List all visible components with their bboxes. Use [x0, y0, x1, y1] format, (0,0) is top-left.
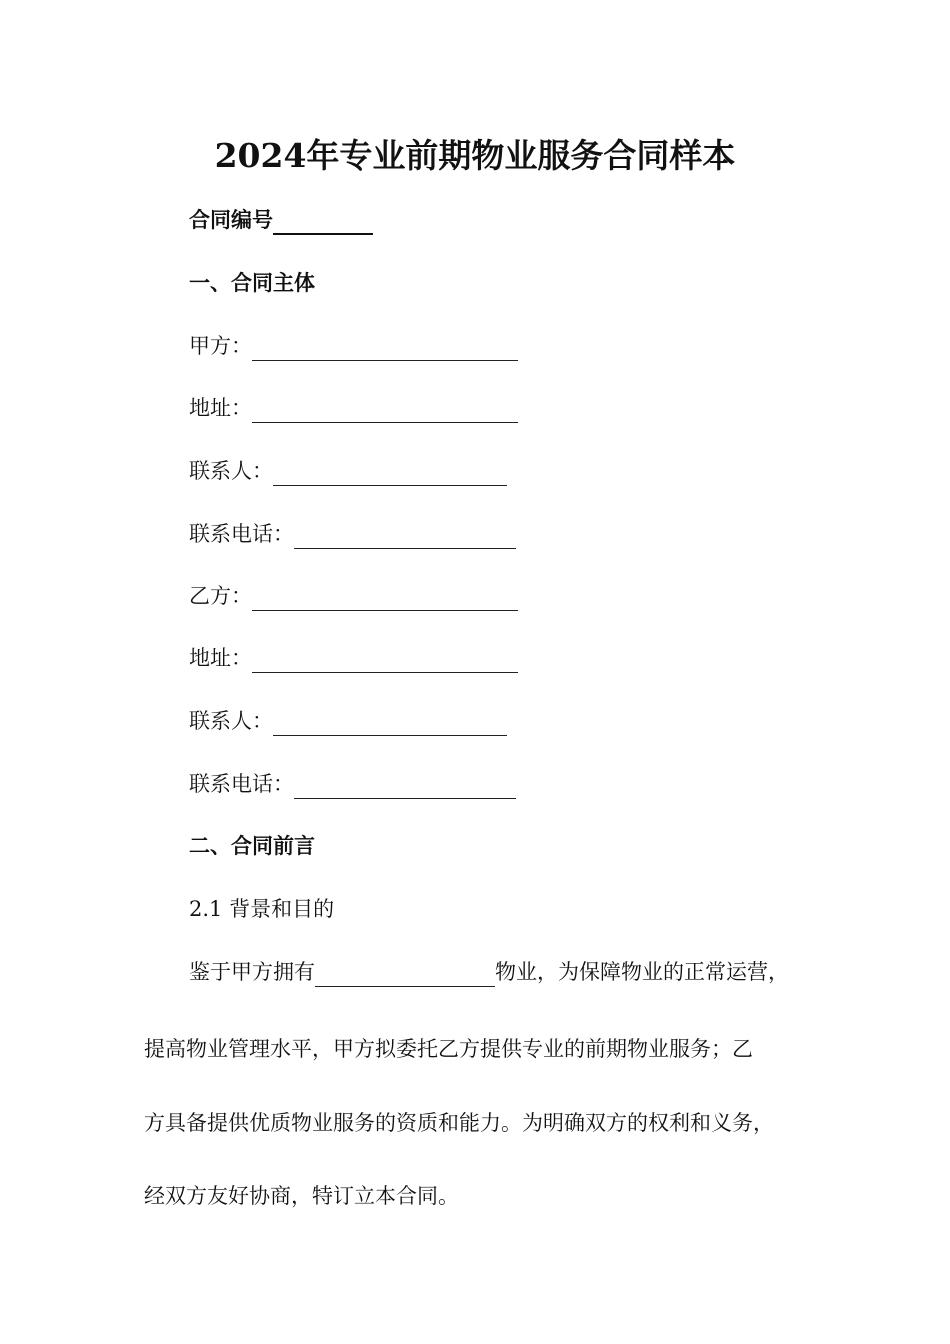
document-title: 2024年专业前期物业服务合同样本 [214, 136, 736, 175]
subsection-2-1-heading: 2.1 背景和目的 [189, 897, 335, 921]
party-b-name-line [189, 581, 518, 611]
party-a-contact-label: 联系人： [189, 459, 273, 483]
preamble-line-2: 提高物业管理水平，甲方拟委托乙方提供专业的前期物业服务；乙 [144, 1037, 753, 1061]
party-a-address-label: 地址： [189, 396, 252, 420]
party-a-contact-line [189, 456, 507, 486]
party-b-address-line [189, 643, 518, 673]
party-b-address-label: 地址： [189, 646, 252, 670]
preamble-line-3: 方具备提供优质物业服务的资质和能力。为明确双方的权利和义务， [144, 1111, 774, 1135]
preamble-line-1 [189, 957, 789, 987]
party-b-phone-blank[interactable] [294, 776, 516, 799]
contract-number-label: 合同编号 [189, 207, 273, 232]
party-b-phone-line [189, 769, 516, 799]
party-a-phone-label: 联系电话： [189, 522, 294, 546]
property-name-blank[interactable] [315, 964, 495, 987]
party-a-address-line [189, 393, 518, 423]
party-b-name-blank[interactable] [252, 588, 518, 611]
party-b-contact-line [189, 706, 507, 736]
contract-number-blank[interactable] [273, 211, 373, 235]
party-a-contact-blank[interactable] [273, 463, 507, 486]
party-a-address-blank[interactable] [252, 400, 518, 423]
party-b-address-blank[interactable] [252, 650, 518, 673]
party-b-phone-label: 联系电话： [189, 772, 294, 796]
contract-number-line [189, 205, 373, 235]
section-1-heading: 一、合同主体 [189, 270, 315, 295]
preamble-line-1-after: 物业，为保障物业的正常运营， [495, 960, 789, 984]
party-a-name-line [189, 331, 518, 361]
party-b-contact-blank[interactable] [273, 713, 507, 736]
party-b-contact-label: 联系人： [189, 709, 273, 733]
section-2-heading: 二、合同前言 [189, 833, 315, 858]
party-a-phone-line [189, 519, 516, 549]
party-a-phone-blank[interactable] [294, 526, 516, 549]
preamble-line-4: 经双方友好协商，特订立本合同。 [144, 1184, 459, 1208]
preamble-line-1-before: 鉴于甲方拥有 [189, 960, 315, 984]
party-a-name-blank[interactable] [252, 338, 518, 361]
party-b-name-label: 乙方： [189, 584, 252, 608]
party-a-name-label: 甲方： [189, 334, 252, 358]
